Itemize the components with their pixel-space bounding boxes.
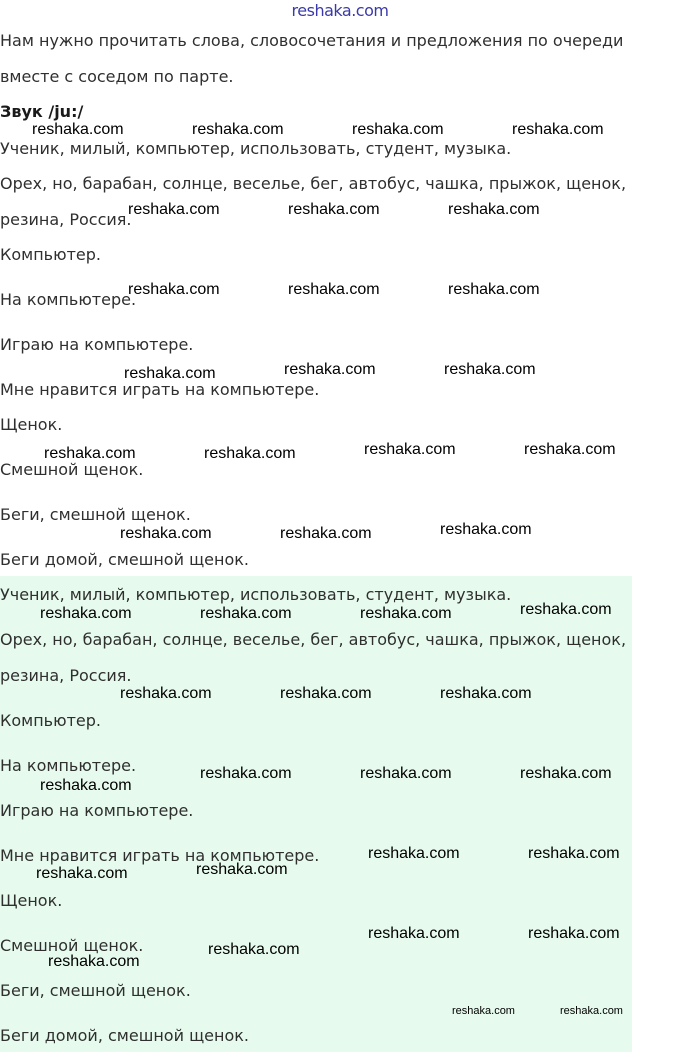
task-line: Мне нравится играть на компьютере.	[0, 380, 320, 399]
task-line: Смешной щенок.	[0, 460, 144, 479]
site-link[interactable]: reshaka.com	[291, 1, 389, 20]
answer-line: Мне нравится играть на компьютере.	[0, 846, 320, 865]
task-line: Компьютер.	[0, 245, 101, 264]
watermark: reshaka.com	[528, 925, 620, 942]
watermark: reshaka.com	[48, 953, 140, 970]
watermark: reshaka.com	[192, 121, 284, 138]
answer-line: резина, Россия.	[0, 666, 132, 685]
task-line: Ученик, милый, компьютер, использовать, студент, музыка.	[0, 139, 512, 158]
watermark: reshaka.com	[128, 201, 220, 218]
answer-line: Беги домой, смешной щенок.	[0, 1026, 249, 1045]
watermark: reshaka.com	[204, 445, 296, 462]
watermark: reshaka.com	[528, 845, 620, 862]
watermark: reshaka.com	[440, 685, 532, 702]
watermark: reshaka.com	[36, 865, 128, 882]
watermark: reshaka.com	[44, 445, 136, 462]
watermark: reshaka.com	[128, 281, 220, 298]
task-line: Беги домой, смешной щенок.	[0, 550, 249, 569]
watermark: reshaka.com	[196, 861, 288, 878]
watermark: reshaka.com	[208, 941, 300, 958]
instruction-line: вместе с соседом по парте.	[0, 67, 234, 86]
answer-line: Щенок.	[0, 891, 63, 910]
task-line: На компьютере.	[0, 290, 137, 309]
watermark: reshaka.com	[448, 281, 540, 298]
watermark: reshaka.com	[200, 765, 292, 782]
sound-heading: Звук /ju:/	[0, 102, 84, 121]
answer-line: Орех, но, барабан, солнце, веселье, бег, автобус, чашка, прыжок, щенок,	[0, 630, 627, 649]
watermark: reshaka.com	[124, 365, 216, 382]
task-line: Орех, но, барабан, солнце, веселье, бег, автобус, чашка, прыжок, щенок,	[0, 174, 627, 193]
answer-line: Ученик, милый, компьютер, использовать, студент, музыка.	[0, 585, 512, 604]
watermark: reshaka.com	[352, 121, 444, 138]
task-line: Играю на компьютере.	[0, 335, 194, 354]
watermark: reshaka.com	[288, 201, 380, 218]
watermark: reshaka.com	[368, 845, 460, 862]
watermark: reshaka.com	[32, 121, 124, 138]
watermark: reshaka.com	[440, 521, 532, 538]
watermark: reshaka.com	[524, 441, 616, 458]
answer-line: Смешной щенок.	[0, 936, 144, 955]
answer-line: На компьютере.	[0, 756, 137, 775]
watermark: reshaka.com	[448, 201, 540, 218]
watermark: reshaka.com	[452, 1005, 515, 1017]
watermark: reshaka.com	[120, 685, 212, 702]
watermark: reshaka.com	[444, 361, 536, 378]
site-header	[0, 0, 680, 22]
watermark: reshaka.com	[120, 525, 212, 542]
answer-line: Компьютер.	[0, 711, 101, 730]
watermark: reshaka.com	[560, 1005, 623, 1017]
watermark: reshaka.com	[200, 605, 292, 622]
watermark: reshaka.com	[520, 601, 612, 618]
watermark: reshaka.com	[288, 281, 380, 298]
watermark: reshaka.com	[280, 685, 372, 702]
watermark: reshaka.com	[280, 525, 372, 542]
task-line: Беги, смешной щенок.	[0, 505, 191, 524]
watermark: reshaka.com	[360, 605, 452, 622]
instruction-line: Нам нужно прочитать слова, словосочетания и предложения по очереди	[0, 31, 624, 50]
watermark: reshaka.com	[368, 925, 460, 942]
watermark: reshaka.com	[40, 777, 132, 794]
watermark: reshaka.com	[364, 441, 456, 458]
watermark: reshaka.com	[520, 765, 612, 782]
watermark: reshaka.com	[40, 605, 132, 622]
watermark: reshaka.com	[512, 121, 604, 138]
answer-line: Играю на компьютере.	[0, 801, 194, 820]
task-line: резина, Россия.	[0, 210, 132, 229]
watermark: reshaka.com	[284, 361, 376, 378]
answer-line: Беги, смешной щенок.	[0, 981, 191, 1000]
watermark: reshaka.com	[360, 765, 452, 782]
task-line: Щенок.	[0, 415, 63, 434]
